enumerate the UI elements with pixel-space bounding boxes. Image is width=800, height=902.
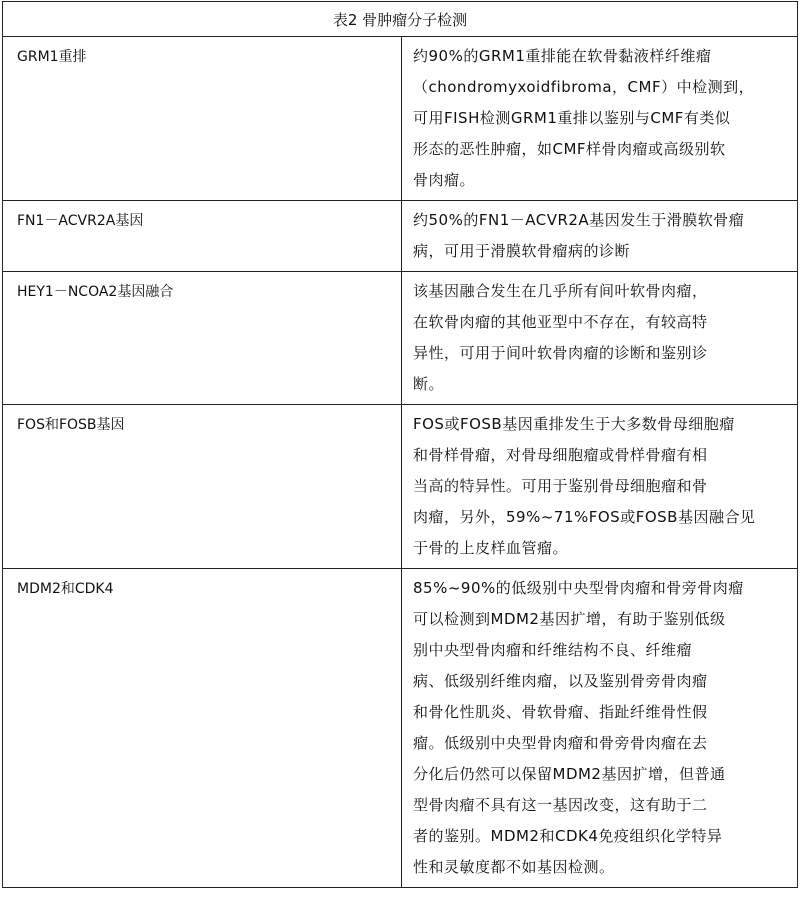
- description-line: FOS或FOSB基因重排发生于大多数骨母细胞瘤: [413, 415, 735, 433]
- description-line: 约50%的FN1－ACVR2A基因发生于滑膜软骨瘤: [413, 211, 745, 229]
- gene-cell: HEY1－NCOA2基因融合: [3, 272, 402, 405]
- description-line: 可用FISH检测GRM1重排以鉴别与CMF有类似: [413, 109, 731, 127]
- description-line: 该基因融合发生在几乎所有间叶软骨肉瘤，: [413, 282, 708, 300]
- description-line: 分化后仍然可以保留MDM2基因扩增，但普通: [413, 765, 726, 783]
- table-caption-row: [3, 2, 798, 37]
- description-line: 病，可用于滑膜软骨瘤病的诊断: [413, 242, 631, 260]
- table-row: [3, 405, 798, 569]
- table-row: [3, 37, 798, 201]
- description-line: 者的鉴别。MDM2和CDK4免疫组织化学特异: [413, 827, 723, 845]
- description-line: 可以检测到MDM2基因扩增，有助于鉴别低级: [413, 610, 726, 628]
- description-line: 骨肉瘤。: [413, 171, 476, 189]
- description-cell: [402, 37, 798, 201]
- gene-cell: FN1－ACVR2A基因: [3, 201, 402, 272]
- description-cell: [402, 405, 798, 569]
- description-line: 别中央型骨肉瘤和纤维结构不良、纤维瘤: [413, 641, 693, 659]
- bone-tumor-molecular-table: [2, 1, 798, 888]
- description-line: 病、低级别纤维肉瘤，以及鉴别骨旁骨肉瘤: [413, 672, 708, 690]
- description-line: 当高的特异性。可用于鉴别骨母细胞瘤和骨: [413, 477, 708, 495]
- description-line: 在软骨肉瘤的其他亚型中不存在，有较高特: [413, 313, 708, 331]
- table-row: [3, 201, 798, 272]
- description-cell: [402, 569, 798, 888]
- description-line: 和骨化性肌炎、骨软骨瘤、指趾纤维骨性假: [413, 703, 708, 721]
- gene-cell: MDM2和CDK4: [3, 569, 402, 888]
- table-caption: 表2 骨肿瘤分子检测: [3, 2, 798, 37]
- gene-cell: GRM1重排: [3, 37, 402, 201]
- description-line: 约90%的GRM1重排能在软骨黏液样纤维瘤: [413, 47, 712, 65]
- description-line: 型骨肉瘤不具有这一基因改变，这有助于二: [413, 796, 708, 814]
- description-line: （chondromyxoidfibroma，CMF）中检测到，: [413, 78, 755, 96]
- description-line: 于骨的上皮样血管瘤。: [413, 539, 569, 557]
- description-cell: [402, 201, 798, 272]
- description-line: 性和灵敏度都不如基因检测。: [413, 858, 615, 876]
- description-line: 和骨样骨瘤，对骨母细胞瘤或骨样骨瘤有相: [413, 446, 708, 464]
- description-line: 形态的恶性肿瘤，如CMF样骨肉瘤或高级别软: [413, 140, 726, 158]
- table-row: [3, 569, 798, 888]
- description-line: 瘤。低级别中央型骨肉瘤和骨旁骨肉瘤在去: [413, 734, 708, 752]
- description-cell: [402, 272, 798, 405]
- gene-cell: FOS和FOSB基因: [3, 405, 402, 569]
- description-line: 85%~90%的低级别中央型骨肉瘤和骨旁骨肉瘤: [413, 579, 744, 597]
- table-row: [3, 272, 798, 405]
- description-line: 肉瘤，另外，59%~71%FOS或FOSB基因融合见: [413, 508, 756, 526]
- description-line: 断。: [413, 375, 445, 393]
- description-line: 异性，可用于间叶软骨肉瘤的诊断和鉴别诊: [413, 344, 708, 362]
